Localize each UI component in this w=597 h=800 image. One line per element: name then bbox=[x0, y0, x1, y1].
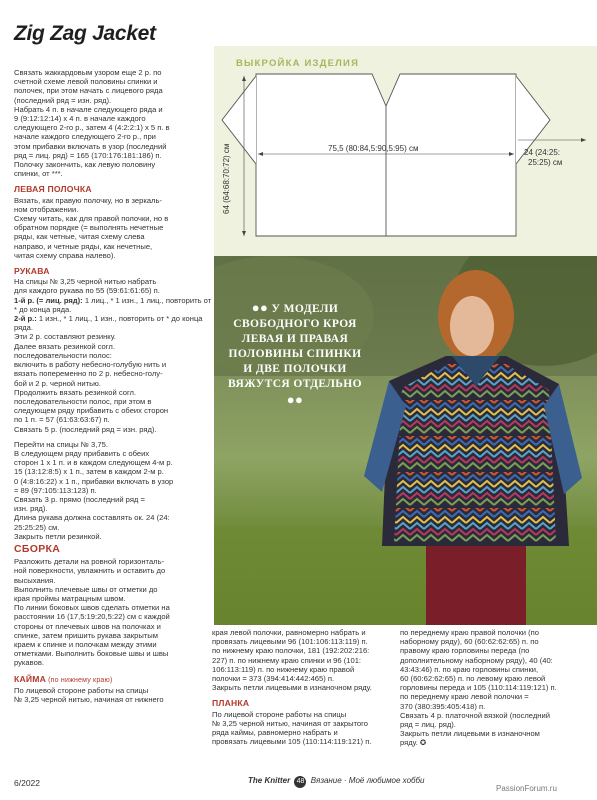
magazine-tagline: Вязание · Моё любимое хобби bbox=[310, 776, 425, 785]
sleeve-label-2: 25:25) см bbox=[528, 158, 563, 167]
placket-heading: ПЛАНКА bbox=[212, 698, 250, 709]
page-footer bbox=[248, 776, 424, 788]
edging-text: По лицевой стороне работы на спицы № 3,25 черной нитью, начиная от нижнего bbox=[14, 685, 164, 704]
magazine-name: The Knitter bbox=[248, 776, 291, 785]
left-front-text: Вязать, как правую полочку, но в зеркаль- ном отображении. Схему читать, как для правой полочки, но в обратном порядке (= выполнять нечетные ряды, как четные, читая схему слева направо, и четные ряды, как нечетные, читая схему справа налево). bbox=[14, 195, 169, 260]
assembly-text: Разложить детали на ровной горизонталь- ной поверхности, увлажнить и оставить до высыхания. Выполнить плечевые швы от отметки до края проймы матрацным швом. По линии боковых швов сделать отметки на расстоянии 16 (17,5:19:20,5:22) см с каждой стороны от плечевых швов на полочках и спинке, затем пришить рукава закрытым краем к спинке и полочкам между этими отметками. Выполнить боковые швы и швы рукавов. bbox=[14, 557, 170, 668]
sleeve-label-1: 24 (24:25: bbox=[524, 148, 561, 157]
column-3 bbox=[400, 628, 590, 748]
width-label: 75,5 (80:84,5:90,5:95) см bbox=[328, 144, 419, 153]
quote-open-mark: ●● bbox=[251, 300, 269, 315]
placket-text: По лицевой стороне работы на спицы № 3,25 черной нитью, начиная от закрытого ряда каймы, равномерно набрать и провязать лицевыми 105 (110:114:119:121) п. bbox=[212, 709, 372, 747]
issue-number: 6/2022 bbox=[14, 778, 40, 788]
schematic-title: ВЫКРОЙКА ИЗДЕЛИЯ bbox=[236, 58, 360, 69]
article-title: Zig Zag Jacket bbox=[14, 22, 156, 45]
pull-quote bbox=[225, 300, 365, 409]
sleeves-heading: РУКАВА bbox=[14, 266, 50, 277]
edging-continued: края левой полочки, равномерно набрать и провязать лицевыми 96 (101:106:113:119) п. по нижнему краю полочки, 181 (192:202:216: 227) п. по нижнему краю спинки и 96 (101: 106:113:119) п. по нижнему краю правой полочки = 373 (394:414:442:465) п. Закрыть петли лицевыми в изнаночном ряду. bbox=[212, 628, 372, 693]
watermark: PassionForum.ru bbox=[496, 784, 557, 793]
intro-text: Связать жаккардовым узором еще 2 р. по счетной схеме левой половины спинки и полочек, при этом начать с лицевого ряда (последний ряд = изн. ряд). Набрать 4 п. в начале следующего ряда и 9 (9:12:12:14) х 4 п. в начале каждого следующего 2-го р., затем 4 (4:2:2:1) х 5 п. в начале каждого следующего 2-го р., при этом прибавки включать в узор (последний ряд = лиц. ряд) = 165 (170:176:181:186) п. Полочку закончить, как левую половину спинки, от ***. bbox=[14, 68, 170, 179]
sleeves-text-2: Перейти на спицы № 3,75. В следующем ряду прибавить с обеих сторон 1 х 1 п. и в каждом следующем 4-м р. 15 (13:12:8:5) х 1 п., затем в каждом 2-м р. 0 (4:8:16:22) х 1 п., прибавки включать в узор = 89 (97:105:113:123) п. Связать 3 р. прямо (последний ряд = изн. ряд). Длина рукава должна составлять ок. 24 (24: 25:25:25) см. Закрыть петли резинкой. bbox=[14, 439, 174, 541]
left-column bbox=[14, 68, 214, 704]
quote-close-mark: ●● bbox=[286, 392, 304, 407]
page-number: 48 bbox=[294, 776, 306, 788]
placket-continued: по переднему краю правой полочки (по наборному ряду), 60 (60:62:62:65) п. по правому краю горловины переда (по дополнительному наборному ряду), 40 (40: 43:43:46) п. по краю горловины спинки, 60 (60:62:62:65) п. по левому краю левой горловины переда и 105 (110:114:119:121) п. по переднему краю левой полочки = 370 (380:395:405:418) п. Связать 4 р. платочной вязкой (последний ряд = лиц. ряд). Закрыть петли лицевыми в изнаночном ряду. ✪ bbox=[400, 628, 557, 748]
quote-text: У МОДЕЛИ СВОБОДНОГО КРОЯ ЛЕВАЯ И ПРАВАЯ ПОЛОВИНЫ СПИНКИ И ДВЕ ПОЛОЧКИ ВЯЖУТСЯ ОТДЕЛЬНО bbox=[228, 303, 362, 390]
edging-heading: КАЙМА (по нижнему краю) bbox=[14, 673, 113, 684]
sleeves-text: На спицы № 3,25 черной нитью набрать для каждого рукава по 55 (59:61:61:65) п. 1-й р. (= лиц. ряд): 1 лиц., * 1 изн., 1 лиц., повторить от * до конца ряда. 2-й р.: 1 изн., * 1 лиц., 1 изн., повторить от * до конца ряда. Эти 2 р. составляют резинку. Далее вязать резинкой согл. последовательности полос: включить в работу небесно-голубую нить и вязать попеременно по 2 р. небесно-голу- бой и 2 р. черной нитью. Продолжить вязать резинкой согл. последовательности полос, при этом в следующем ряду прибавить с обеих сторон по 1 п. = 57 (61:63:63:67) п. Связать 5 р. (последний ряд = изн. ряд). bbox=[14, 277, 212, 434]
left-front-heading: ЛЕВАЯ ПОЛОЧКА bbox=[14, 184, 92, 195]
height-label: 64 (64:68:70:72) см bbox=[222, 143, 231, 214]
pattern-schematic bbox=[214, 46, 597, 256]
assembly-heading: СБОРКА bbox=[14, 542, 61, 555]
column-2 bbox=[212, 628, 398, 746]
